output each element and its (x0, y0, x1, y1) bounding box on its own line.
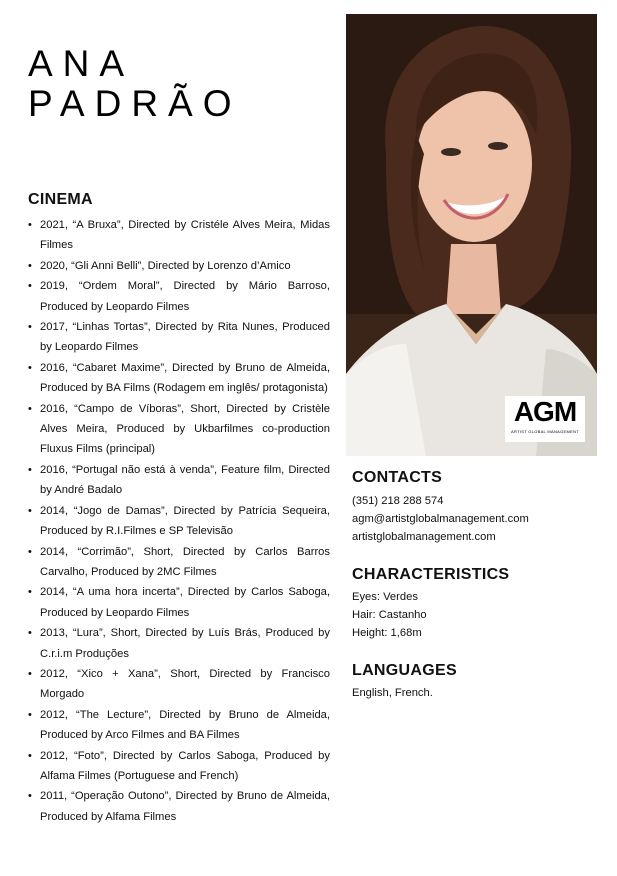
agm-logo (505, 396, 585, 442)
characteristics-heading: CHARACTERISTICS (352, 566, 510, 583)
film-item: • 2013, “Lura”, Short, Directed by Luís Brás, Produced by C.r.i.m Produções (28, 623, 330, 664)
film-item: • 2014, “A uma hora incerta”, Directed by Carlos Saboga, Produced by Leopardo Filmes (28, 582, 330, 623)
film-item: • 2021, “A Bruxa”, Directed by Cristéle Alves Meira, Midas Filmes (28, 215, 330, 256)
contact-website: artistglobalmanagement.com (352, 531, 496, 543)
film-item: • 2012, “The Lecture”, Directed by Bruno de Almeida, Produced by Arco Filmes and BA Filmes (28, 705, 330, 746)
languages-heading: LANGUAGES (352, 662, 457, 679)
characteristics-details (352, 588, 427, 642)
languages-details (352, 684, 433, 702)
contact-phone: (351) 218 288 574 (352, 495, 444, 507)
characteristic-hair: Hair: Castanho (352, 609, 427, 621)
cinema-film-list (28, 215, 330, 827)
agm-logo-mark: AGM (513, 396, 577, 427)
portrait-photo (346, 14, 597, 456)
characteristic-height: Height: 1,68m (352, 627, 422, 639)
actor-first-name: ANA (28, 43, 135, 84)
portrait-illustration (346, 14, 597, 456)
film-item: • 2020, “Gli Anni Belli”, Directed by Lorenzo d’Amico (28, 256, 330, 276)
film-item: • 2014, “Corrimão”, Short, Directed by Carlos Barros Carvalho, Produced by 2MC Filmes (28, 542, 330, 583)
film-item: • 2011, “Operação Outono”, Directed by Bruno de Almeida, Produced by Alfama Filmes (28, 786, 330, 827)
film-item: • 2012, “Xico + Xana”, Short, Directed by Francisco Morgado (28, 664, 330, 705)
actor-last-name: PADRÃO (28, 83, 242, 124)
film-item: • 2012, “Foto”, Directed by Carlos Saboga, Produced by Alfama Filmes (Portuguese and French) (28, 746, 330, 787)
agm-logo-subtitle: ARTIST GLOBAL MANAGEMENT (510, 429, 580, 434)
contacts-details (352, 492, 529, 546)
languages-list: English, French. (352, 687, 433, 699)
film-item: • 2016, “Portugal não está à venda”, Feature film, Directed by André Badalo (28, 460, 330, 501)
film-item: • 2016, “Cabaret Maxime”, Directed by Bruno de Almeida, Produced by BA Films (Rodagem em inglês/ protagonista) (28, 358, 330, 399)
film-item: • 2019, “Ordem Moral”, Directed by Mário Barroso, Produced by Leopardo Filmes (28, 276, 330, 317)
film-item: • 2014, “Jogo de Damas”, Directed by Patrícia Sequeira, Produced by R.I.Filmes e SP Televisão (28, 501, 330, 542)
contact-email: agm@artistglobalmanagement.com (352, 513, 529, 525)
actor-name (28, 44, 242, 124)
characteristic-eyes: Eyes: Verdes (352, 591, 418, 603)
cinema-heading: CINEMA (28, 191, 93, 208)
film-item: • 2016, “Campo de Víboras”, Short, Directed by Cristèle Alves Meira, Produced by Ukbarfilmes co-production Fluxus Films (principal) (28, 399, 330, 460)
film-item: • 2017, “Linhas Tortas”, Directed by Rita Nunes, Produced by Leopardo Filmes (28, 317, 330, 358)
contacts-heading: CONTACTS (352, 469, 443, 486)
